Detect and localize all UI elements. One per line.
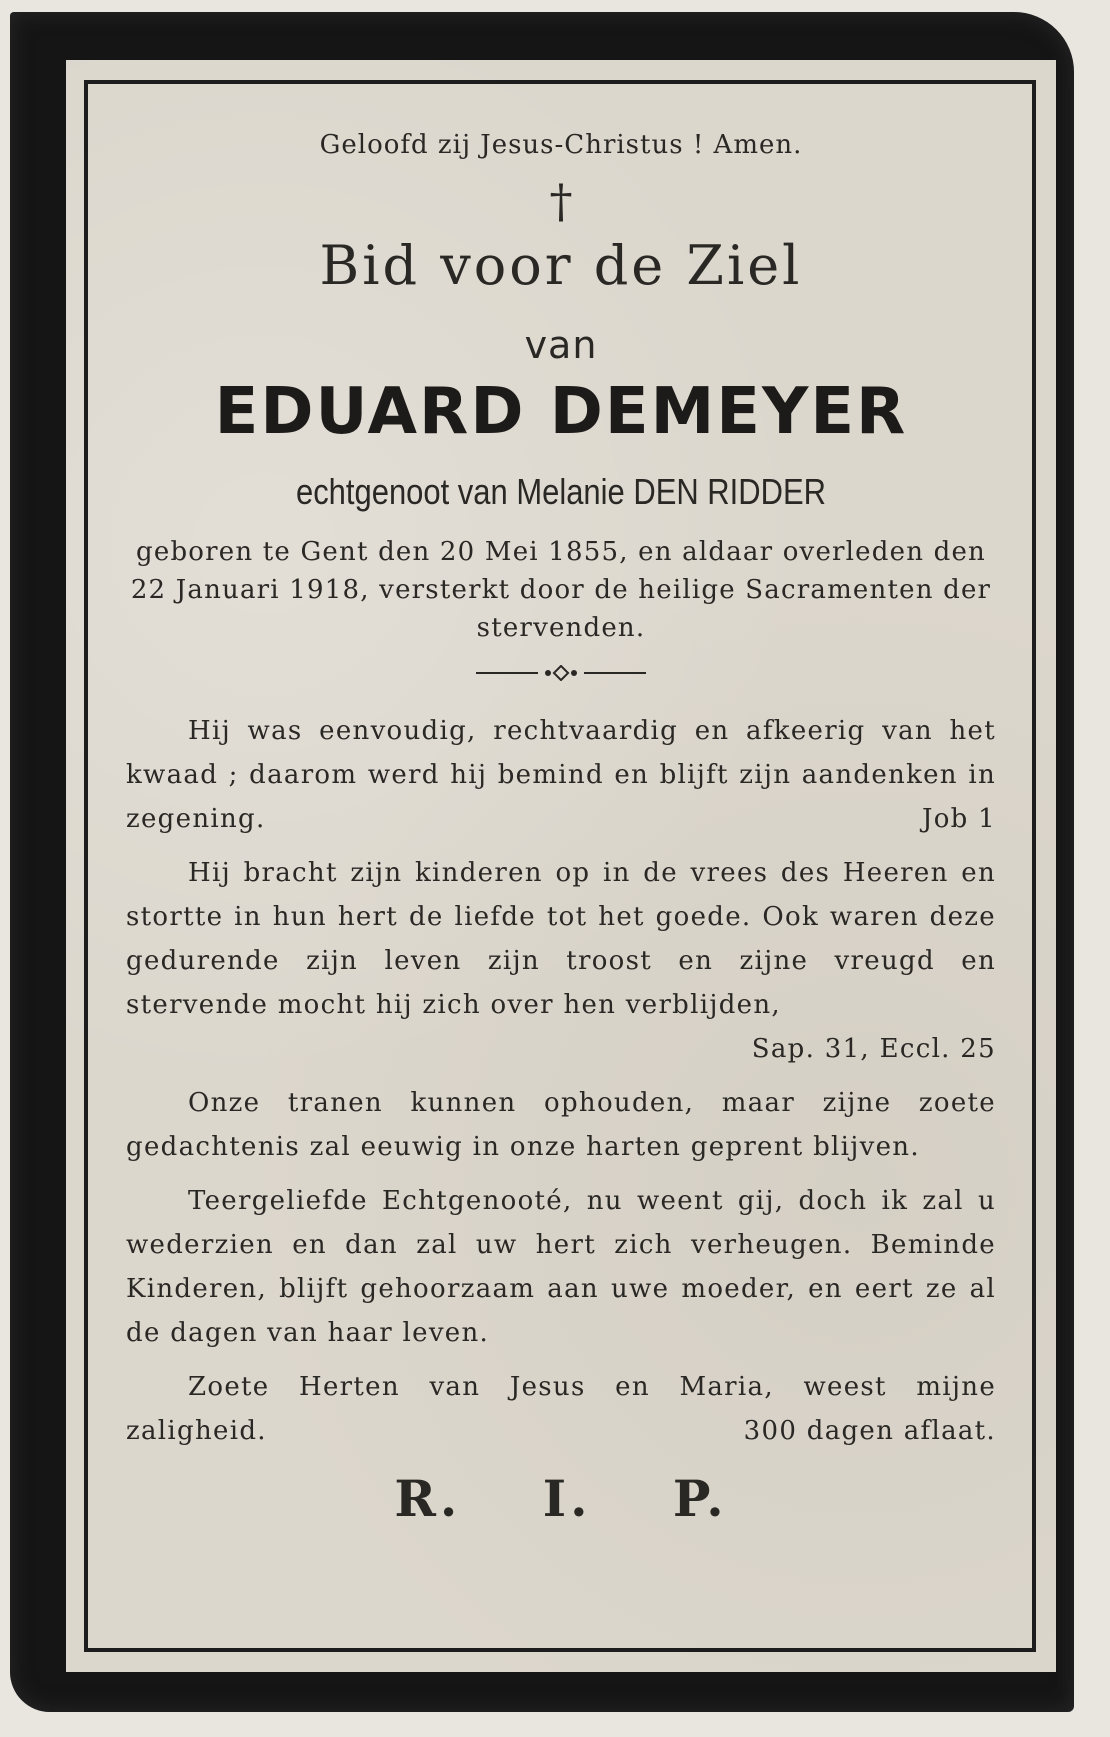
greeting: Geloofd zij Jesus-Christus ! Amen. — [319, 130, 803, 160]
citation: 300 dagen aflaat. — [743, 1416, 996, 1446]
paragraph-text: Hij bracht zijn kinderen op in de vrees des Heeren en stortte in hun hert de liefde tot het goede. Ook waren deze gedurende zijn leven zijn troost en zijne vreugd en stervende mocht hij zich over hen verblijden, — [126, 858, 996, 1020]
paragraph-5 — [126, 1365, 996, 1453]
ornament-divider-icon — [476, 665, 646, 681]
paragraph-1 — [126, 709, 996, 841]
paragraph-text: Teergeliefde Echtgenooté, nu weent gij, doch ik zal u wederzien en dan zal uw hert zich verheugen. Beminde Kinderen, blijft gehoorzaam aan uwe moeder, en eert ze al de dagen van haar leven. — [126, 1186, 996, 1348]
van-word: van — [524, 323, 598, 367]
citation: Job 1 — [921, 804, 996, 834]
paragraph-4 — [126, 1179, 996, 1355]
paragraph-text: Onze tranen kunnen ophouden, maar zijne zoete gedachtenis zal eeuwig in onze harten geprent blijven. — [126, 1088, 996, 1162]
paragraph-3 — [126, 1081, 996, 1169]
rip-initials: R. I. P. — [394, 1469, 728, 1528]
deceased-name: EDUARD DEMEYER — [214, 375, 908, 449]
birth-death-details: geboren te Gent den 20 Mei 1855, en aldaar overleden den 22 Januari 1918, versterkt door de heilige Sacramenten der stervenden. — [130, 537, 992, 643]
paragraph-text: Zoete Herten van Jesus en Maria, weest mijne zaligheid. — [126, 1372, 996, 1446]
paragraph-text: Hij was eenvoudig, rechtvaardig en afkeerig van het kwaad ; daarom werd hij bemind en blijft zijn aandenken in zegening. — [126, 716, 996, 834]
citation: Sap. 31, Eccl. 25 — [751, 1034, 996, 1064]
paragraph-2 — [126, 851, 996, 1071]
spouse-line: echtgenoot van Melanie DEN RIDDER — [295, 471, 827, 512]
cross-icon: † — [549, 174, 573, 228]
prayer-title: Bid voor de Ziel — [319, 234, 803, 297]
card-content — [126, 130, 996, 1528]
